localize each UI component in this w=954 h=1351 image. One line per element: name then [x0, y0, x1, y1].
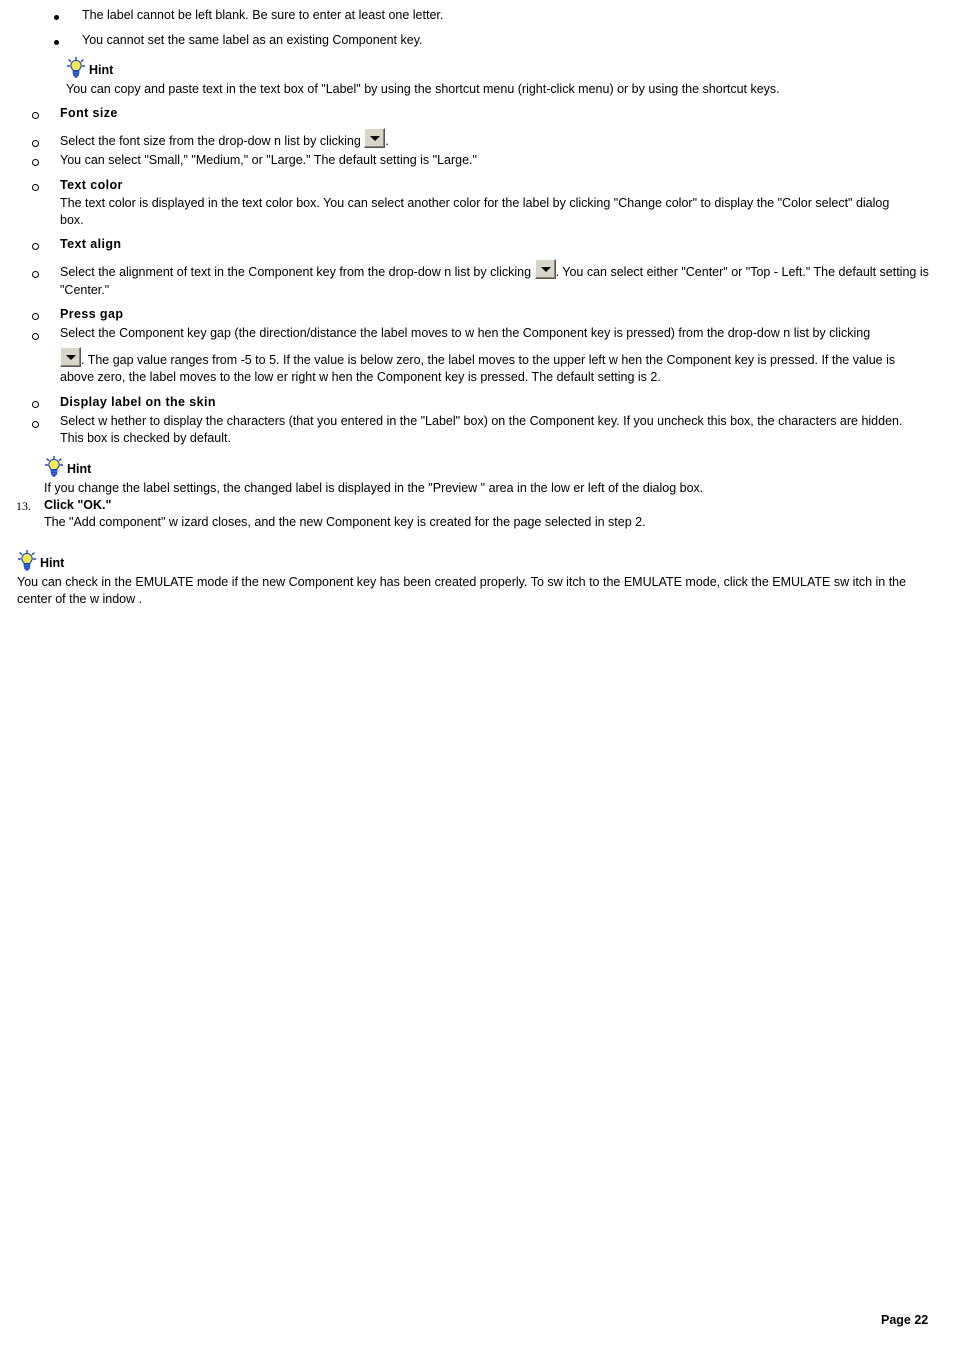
text-color-body: The text color is displayed in the text color box. You can select another color for the label by clicking "Change color" to display the "Color select" dialog box.: [60, 196, 890, 227]
text-align-body: [60, 259, 930, 299]
press-gap-line2-text: . The gap value ranges from -5 to 5. If the value is below zero, the label moves to the upper left w hen the Component key is pressed. If the value is above zero, the label moves to the low er right w hen the Component key is pressed. The default setting is 2.: [60, 353, 896, 384]
step-number: 13.: [16, 499, 31, 513]
hint-text-1: You can copy and paste text in the text box of "Label" by using the shortcut menu (right-click menu) or by using the shortcut keys.: [66, 82, 780, 96]
font-size-line2: You can select "Small," "Medium," or "Large." The default setting is "Large.": [60, 153, 477, 167]
hint-text-2: If you change the label settings, the changed label is displayed in the "Preview " area in the low er left of the dialog box.: [44, 481, 704, 495]
lightbulb-icon: [18, 550, 36, 572]
bullet-label-blank: The label cannot be left blank. Be sure to enter at least one letter.: [82, 8, 444, 22]
display-label-heading: Display label on the skin: [60, 395, 216, 409]
circle-bullet: [32, 159, 39, 166]
dropdown-arrow-icon: [60, 347, 81, 367]
step-body: The "Add component" w izard closes, and the new Component key is created for the page selected in step 2.: [44, 515, 646, 529]
hint-label: Hint: [67, 462, 92, 476]
circle-bullet: [32, 421, 39, 428]
bullet-label-duplicate: You cannot set the same label as an existing Component key.: [82, 33, 423, 47]
hint-heading-2: [45, 456, 91, 478]
text-color-heading: Text color: [60, 178, 123, 192]
step-title: Click "OK.": [44, 498, 112, 512]
circle-bullet: [32, 333, 39, 340]
circle-bullet: [32, 112, 39, 119]
circle-bullet: [32, 243, 39, 250]
press-gap-heading: Press gap: [60, 307, 124, 321]
lightbulb-icon: [45, 456, 63, 478]
circle-bullet: [32, 271, 39, 278]
text-align-heading: Text align: [60, 237, 122, 251]
press-gap-line1: Select the Component key gap (the direction/distance the label moves to w hen the Component key is pressed) from the drop-dow n list by clicking: [60, 326, 871, 340]
dropdown-arrow-icon: [535, 259, 556, 279]
circle-bullet: [32, 140, 39, 147]
font-size-line1: [60, 128, 389, 150]
bullet-dot: [54, 15, 59, 20]
font-size-heading: Font size: [60, 106, 118, 120]
text-align-body-end: . You can select either "Center" or "Top - Left." The default setting is "Center.": [60, 265, 929, 297]
page-number: Page 22: [881, 1313, 929, 1327]
circle-bullet: [32, 401, 39, 408]
dropdown-arrow-icon: [364, 128, 385, 148]
hint-heading-3: [18, 550, 64, 572]
circle-bullet: [32, 184, 39, 191]
font-size-line1-end: .: [385, 134, 389, 148]
hint-label: Hint: [40, 556, 65, 570]
circle-bullet: [32, 313, 39, 320]
bullet-dot: [54, 40, 59, 45]
hint-label: Hint: [89, 63, 114, 77]
lightbulb-icon: [67, 57, 85, 79]
font-size-line1-text: Select the font size from the drop-dow n list by clicking: [60, 134, 361, 148]
text-align-body-text: Select the alignment of text in the Component key from the drop-dow n list by clicking: [60, 265, 532, 279]
display-label-body: Select w hether to display the characters (that you entered in the "Label" box) on the Component key. If you uncheck this box, the characters are hidden. This box is checked by default.: [60, 414, 903, 445]
press-gap-line2: [60, 347, 930, 386]
hint-heading-1: [67, 57, 113, 79]
hint-text-3: You can check in the EMULATE mode if the new Component key has been created properly. To sw itch to the EMULATE mode, click the EMULATE sw itch in the center of the w indow .: [17, 575, 907, 606]
